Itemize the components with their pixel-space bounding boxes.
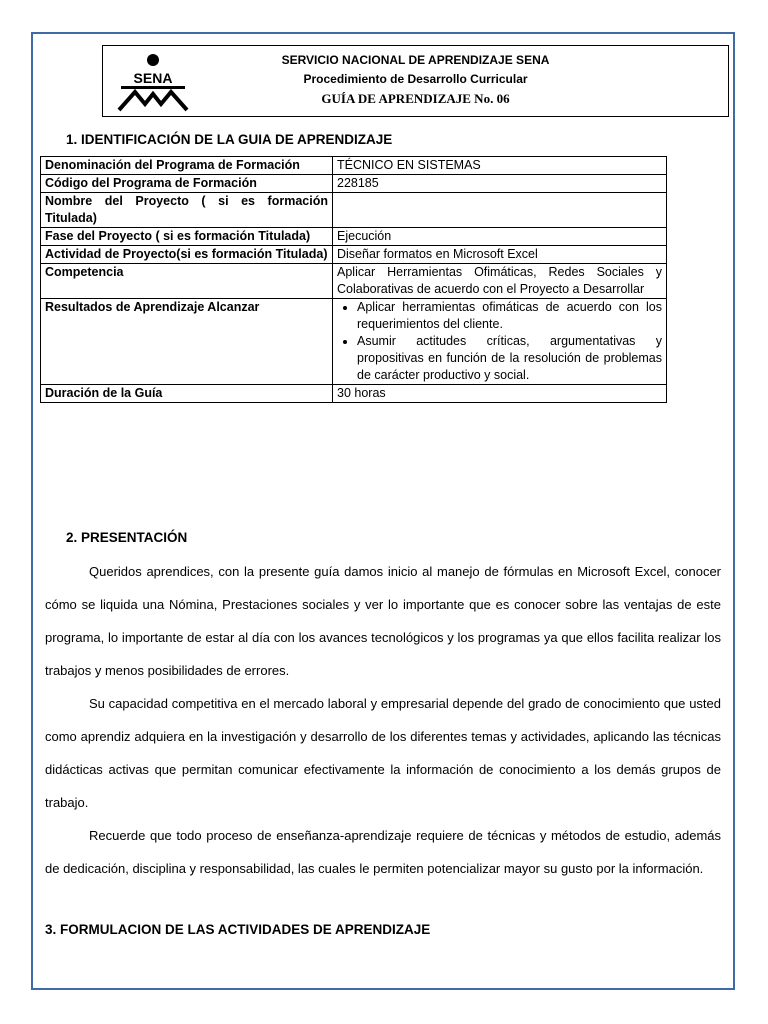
list-item: • Asumir actitudes críticas, argumentativas y propositivas en función de la resolución de problemas de carácter productivo y social.	[357, 333, 662, 384]
row-label: Actividad de Proyecto(si es formación Titulada)	[41, 246, 333, 264]
row-value	[333, 299, 667, 385]
section-3-title: 3. FORMULACION DE LAS ACTIVIDADES DE APRENDIZAJE	[45, 922, 431, 937]
identification-table	[40, 156, 667, 403]
table-row	[41, 385, 667, 403]
learning-results-list	[337, 299, 662, 384]
row-label: Competencia	[41, 264, 333, 299]
table-row	[41, 228, 667, 246]
table-row	[41, 175, 667, 193]
header-guide-number: GUÍA DE APRENDIZAJE No. 06	[321, 91, 510, 106]
row-label: Denominación del Programa de Formación	[41, 157, 333, 175]
header-institution: SERVICIO NACIONAL DE APRENDIZAJE SENA	[281, 53, 550, 67]
header-procedure: Procedimiento de Desarrollo Curricular	[303, 72, 528, 86]
document-header	[102, 45, 729, 117]
list-item: • Aplicar herramientas ofimáticas de acuerdo con los requerimientos del cliente.	[357, 299, 662, 333]
row-label: Duración de la Guía	[41, 385, 333, 403]
section-1-title: 1. IDENTIFICACIÓN DE LA GUIA DE APRENDIZAJE	[66, 132, 393, 147]
svg-text:SENA: SENA	[133, 70, 173, 86]
presentation-body	[45, 555, 721, 885]
table-row	[41, 299, 667, 385]
row-value: Diseñar formatos en Microsoft Excel	[333, 246, 667, 264]
row-value: TÉCNICO EN SISTEMAS	[333, 157, 667, 175]
row-value: Aplicar Herramientas Ofimáticas, Redes Sociales y Colaborativas de acuerdo con el Proyecto a Desarrollar	[333, 264, 667, 299]
row-value: 228185	[333, 175, 667, 193]
paragraph: Su capacidad competitiva en el mercado laboral y empresarial depende del grado de conocimiento que usted como aprendiz adquiera en la investigación y desarrollo de los diferentes temas y actividades, aplicando las técnicas didácticas activas que permitan comunicar efectivamente la información de conocimiento a los demás grupos de trabajo.	[45, 696, 721, 810]
row-label: Fase del Proyecto ( si es formación Titulada)	[41, 228, 333, 246]
row-label: Nombre del Proyecto ( si es formación Titulada)	[41, 193, 333, 228]
sena-logo	[115, 52, 191, 112]
row-value: Ejecución	[333, 228, 667, 246]
table-row	[41, 246, 667, 264]
row-value	[333, 193, 667, 228]
paragraph: Recuerde que todo proceso de enseñanza-aprendizaje requiere de técnicas y métodos de estudio, además de dedicación, disciplina y responsabilidad, las cuales le permiten potencializar mayor su gusto por la información.	[45, 828, 721, 876]
table-row	[41, 264, 667, 299]
row-label: Código del Programa de Formación	[41, 175, 333, 193]
section-2-title: 2. PRESENTACIÓN	[66, 530, 188, 545]
table-row	[41, 193, 667, 228]
table-row	[41, 157, 667, 175]
paragraph: Queridos aprendices, con la presente guía damos inicio al manejo de fórmulas en Microsoft Excel, conocer cómo se liquida una Nómina, Prestaciones sociales y ver lo importante que es conocer sobre las ventajas de este programa, lo importante de estar al día con los avances tecnológicos y los programas ya que ellos facilita realizar los trabajos y menos posibilidades de errores.	[45, 564, 721, 678]
row-label: Resultados de Aprendizaje Alcanzar	[41, 299, 333, 385]
header-text	[253, 51, 578, 108]
row-value: 30 horas	[333, 385, 667, 403]
